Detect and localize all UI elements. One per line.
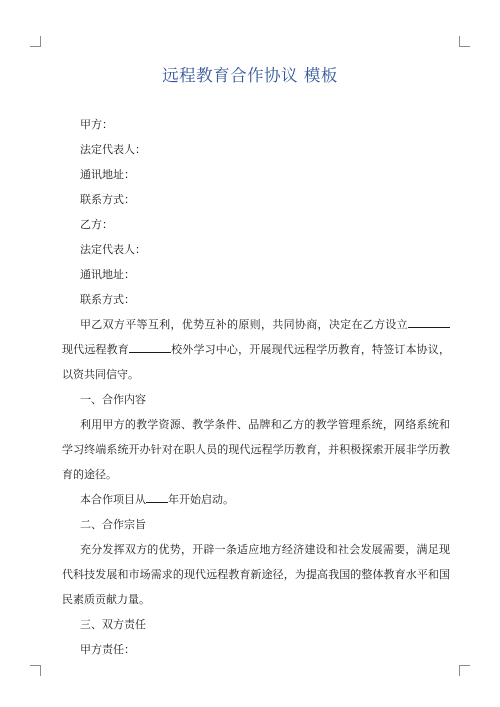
party-a-duty-label: 甲方责任： (80, 643, 135, 656)
document-body (62, 112, 450, 662)
party-b-representative: 法定代表人： (80, 243, 146, 256)
crop-mark-bottom-right (459, 665, 470, 676)
section-heading-3: 三、双方责任 (80, 618, 146, 631)
section2-paragraph: 充分发挥双方的优势，开辟一条适应地方经济建设和社会发展需要，满足现代科技发展和市场需求的现代远程教育新途径，为提高我国的整体教育水平和国民素质贡献力量。 (62, 543, 450, 606)
start-text-2: 年开始启动。 (168, 493, 234, 506)
section1-paragraph: 利用甲方的教学资源、教学条件、品牌和乙方的教学管理系统，网络系统和学习终端系统开办针对在职人员的现代远程学历教育，并积极探索开展非学历教育的途径。 (62, 418, 450, 481)
section-heading-2: 二、合作宗旨 (80, 518, 146, 531)
party-a-label: 甲方： (80, 118, 113, 131)
crop-mark-top-right (459, 36, 470, 47)
intro-text-2: 现代远程教育 (62, 343, 129, 356)
intro-text-1: 甲乙双方平等互利，优势互补的原则，共同协商，决定在乙方设立 (80, 318, 408, 331)
crop-mark-bottom-left (30, 665, 41, 676)
party-a-address: 通讯地址： (80, 168, 135, 181)
party-a-contact: 联系方式： (80, 193, 135, 206)
intro-text-3: 校外学习中心，开展现代远程学历教育，特签订本协议，以资共同信守。 (62, 343, 450, 381)
blank-line (129, 340, 171, 353)
section1-start-year (62, 487, 450, 512)
start-text-1: 本合作项目从 (80, 493, 146, 506)
crop-mark-top-left (30, 36, 41, 47)
section-heading-1: 一、合作内容 (80, 393, 146, 406)
party-b-address: 通讯地址： (80, 268, 135, 281)
party-b-label: 乙方： (80, 218, 113, 231)
document-title: 远程教育合作协议 模板 (162, 66, 338, 85)
party-b-contact: 联系方式： (80, 293, 135, 306)
blank-line (146, 490, 168, 503)
blank-line (408, 315, 450, 328)
party-a-representative: 法定代表人： (80, 143, 146, 156)
intro-paragraph (62, 312, 450, 387)
